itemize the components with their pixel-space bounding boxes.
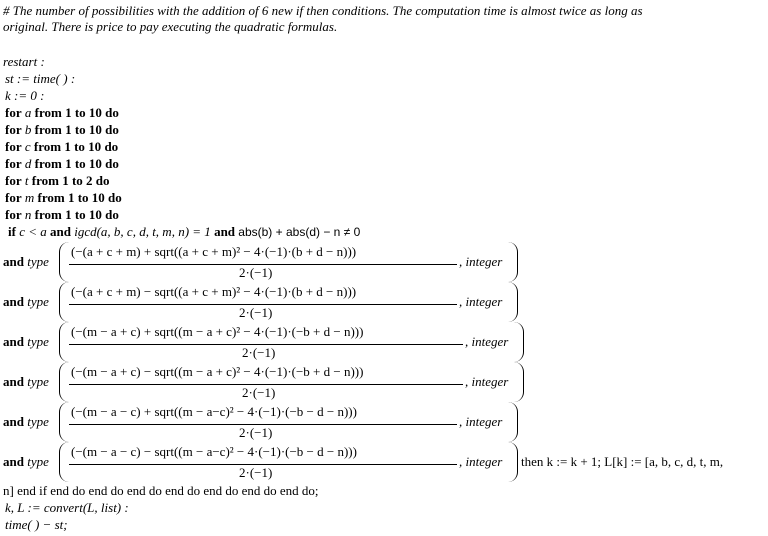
loop-var: n	[24, 207, 32, 222]
and-keyword: and	[3, 334, 24, 349]
loop-var: b	[24, 122, 32, 137]
type-function: type	[27, 254, 49, 269]
for-keyword: for	[5, 207, 22, 222]
for-loop-m[interactable]	[5, 190, 122, 206]
comment-line-1: # The number of possibilities with the addition of 6 new if then conditions. The computation time is almost twice as long as	[3, 3, 643, 18]
do-keyword: do	[105, 105, 119, 120]
from-keyword: from	[34, 156, 62, 171]
close-paren	[507, 442, 518, 482]
type-function: type	[27, 294, 49, 309]
open-paren	[59, 282, 70, 322]
type-function: type	[27, 374, 49, 389]
for-loop-d[interactable]	[5, 156, 119, 172]
loop-range: 1 to 10	[64, 139, 102, 154]
for-keyword: for	[5, 173, 22, 188]
denominator: 2·(−1)	[242, 345, 276, 360]
cond-igcd: igcd(a, b, c, d, t, m, n) = 1	[74, 224, 211, 239]
for-keyword: for	[5, 105, 22, 120]
from-keyword: from	[33, 139, 62, 154]
do-keyword: do	[105, 156, 119, 171]
comment-line-2: original. There is price to pay executing the quadratic formulas.	[3, 19, 338, 34]
numerator: (−(m − a + c) + sqrt((m − a + c)² − 4·(−1)·(−b + d − n)))	[71, 324, 364, 339]
close-paren	[507, 282, 518, 322]
numerator: (−(m − a − c) − sqrt((m − a−c)² − 4·(−1)·(−b − d − n)))	[71, 444, 357, 459]
type-condition-4[interactable]	[3, 362, 763, 402]
numerator: (−(a + c + m) − sqrt((a + c + m)² − 4·(−1)·(b + d − n)))	[71, 284, 357, 299]
type-function: type	[27, 454, 49, 469]
and-keyword: and	[3, 414, 24, 429]
open-paren	[59, 362, 70, 402]
and-keyword: and	[3, 454, 24, 469]
denominator: 2·(−1)	[242, 385, 276, 400]
time-statement[interactable]: time( ) − st;	[5, 517, 68, 532]
denominator: 2·(−1)	[239, 425, 273, 440]
if-condition-line[interactable]	[8, 224, 360, 240]
type-function: type	[27, 414, 49, 429]
denominator: 2·(−1)	[239, 265, 273, 280]
for-loop-b[interactable]	[5, 122, 119, 138]
cond-c-less-a: c < a	[19, 224, 47, 239]
close-paren	[507, 242, 518, 282]
loop-range: 1 to 10	[65, 105, 102, 120]
and-keyword: and	[3, 374, 24, 389]
from-keyword: from	[34, 105, 62, 120]
loop-var: m	[24, 190, 35, 205]
numerator: (−(a + c + m) + sqrt((a + c + m)² − 4·(−1)·(b + d − n)))	[71, 244, 357, 259]
end-statement[interactable]: n] end if end do end do end do end do end do end do end do;	[3, 483, 319, 498]
loop-range: 1 to 10	[65, 156, 102, 171]
integer-arg: , integer	[459, 454, 503, 469]
type-condition-3[interactable]	[3, 322, 763, 362]
denominator: 2·(−1)	[239, 305, 273, 320]
then-clause: then k := k + 1; L[k] := [a, b, c, d, t, m,	[521, 454, 724, 469]
from-keyword: from	[34, 207, 62, 222]
integer-arg: , integer	[465, 374, 509, 389]
for-keyword: for	[5, 139, 22, 154]
and-keyword-2: and	[214, 224, 236, 239]
open-paren	[59, 442, 70, 482]
loop-var: a	[24, 105, 32, 120]
integer-arg: , integer	[459, 294, 503, 309]
integer-arg: , integer	[459, 414, 503, 429]
type-condition-1[interactable]	[3, 242, 763, 282]
do-keyword: do	[95, 173, 110, 188]
type-condition-5[interactable]	[3, 402, 763, 442]
loop-range: 1 to 2	[62, 173, 93, 188]
do-keyword: do	[108, 190, 122, 205]
loop-range: 1 to 10	[65, 122, 102, 137]
for-loop-t[interactable]	[5, 173, 110, 189]
open-paren	[59, 322, 70, 362]
for-loop-c[interactable]	[5, 139, 118, 155]
st-assignment[interactable]: st := time( ) :	[5, 71, 76, 86]
convert-statement[interactable]: k, L := convert(L, list) :	[5, 500, 129, 515]
close-paren	[513, 322, 524, 362]
do-keyword: do	[105, 207, 119, 222]
integer-arg: , integer	[459, 254, 503, 269]
and-keyword: and	[3, 294, 24, 309]
from-keyword: from	[37, 190, 65, 205]
denominator: 2·(−1)	[239, 465, 273, 480]
cond-abs: abs(b) + abs(d) − n ≠ 0	[238, 225, 361, 239]
type-function: type	[27, 334, 49, 349]
loop-var: c	[24, 139, 31, 154]
loop-range: 1 to 10	[65, 207, 102, 222]
loop-var: d	[24, 156, 32, 171]
for-keyword: for	[5, 190, 22, 205]
do-keyword: do	[105, 122, 119, 137]
and-keyword: and	[50, 224, 71, 239]
numerator: (−(m − a − c) + sqrt((m − a−c)² − 4·(−1)·(−b − d − n)))	[71, 404, 357, 419]
and-keyword: and	[3, 254, 24, 269]
for-keyword: for	[5, 122, 22, 137]
restart-statement[interactable]: restart :	[3, 54, 45, 69]
from-keyword: from	[31, 173, 59, 188]
loop-range: 1 to 10	[67, 190, 105, 205]
loop-var: t	[24, 173, 29, 188]
from-keyword: from	[34, 122, 62, 137]
close-paren	[513, 362, 524, 402]
type-condition-6[interactable]	[3, 442, 763, 482]
close-paren	[507, 402, 518, 442]
for-loop-a[interactable]	[5, 105, 119, 121]
numerator: (−(m − a + c) − sqrt((m − a + c)² − 4·(−1)·(−b + d − n)))	[71, 364, 364, 379]
open-paren	[59, 402, 70, 442]
if-keyword: if	[8, 224, 16, 239]
open-paren	[59, 242, 70, 282]
type-condition-2[interactable]	[3, 282, 763, 322]
k-assignment[interactable]: k := 0 :	[5, 88, 45, 103]
for-keyword: for	[5, 156, 22, 171]
do-keyword: do	[104, 139, 119, 154]
integer-arg: , integer	[465, 334, 509, 349]
for-loop-n[interactable]	[5, 207, 119, 223]
